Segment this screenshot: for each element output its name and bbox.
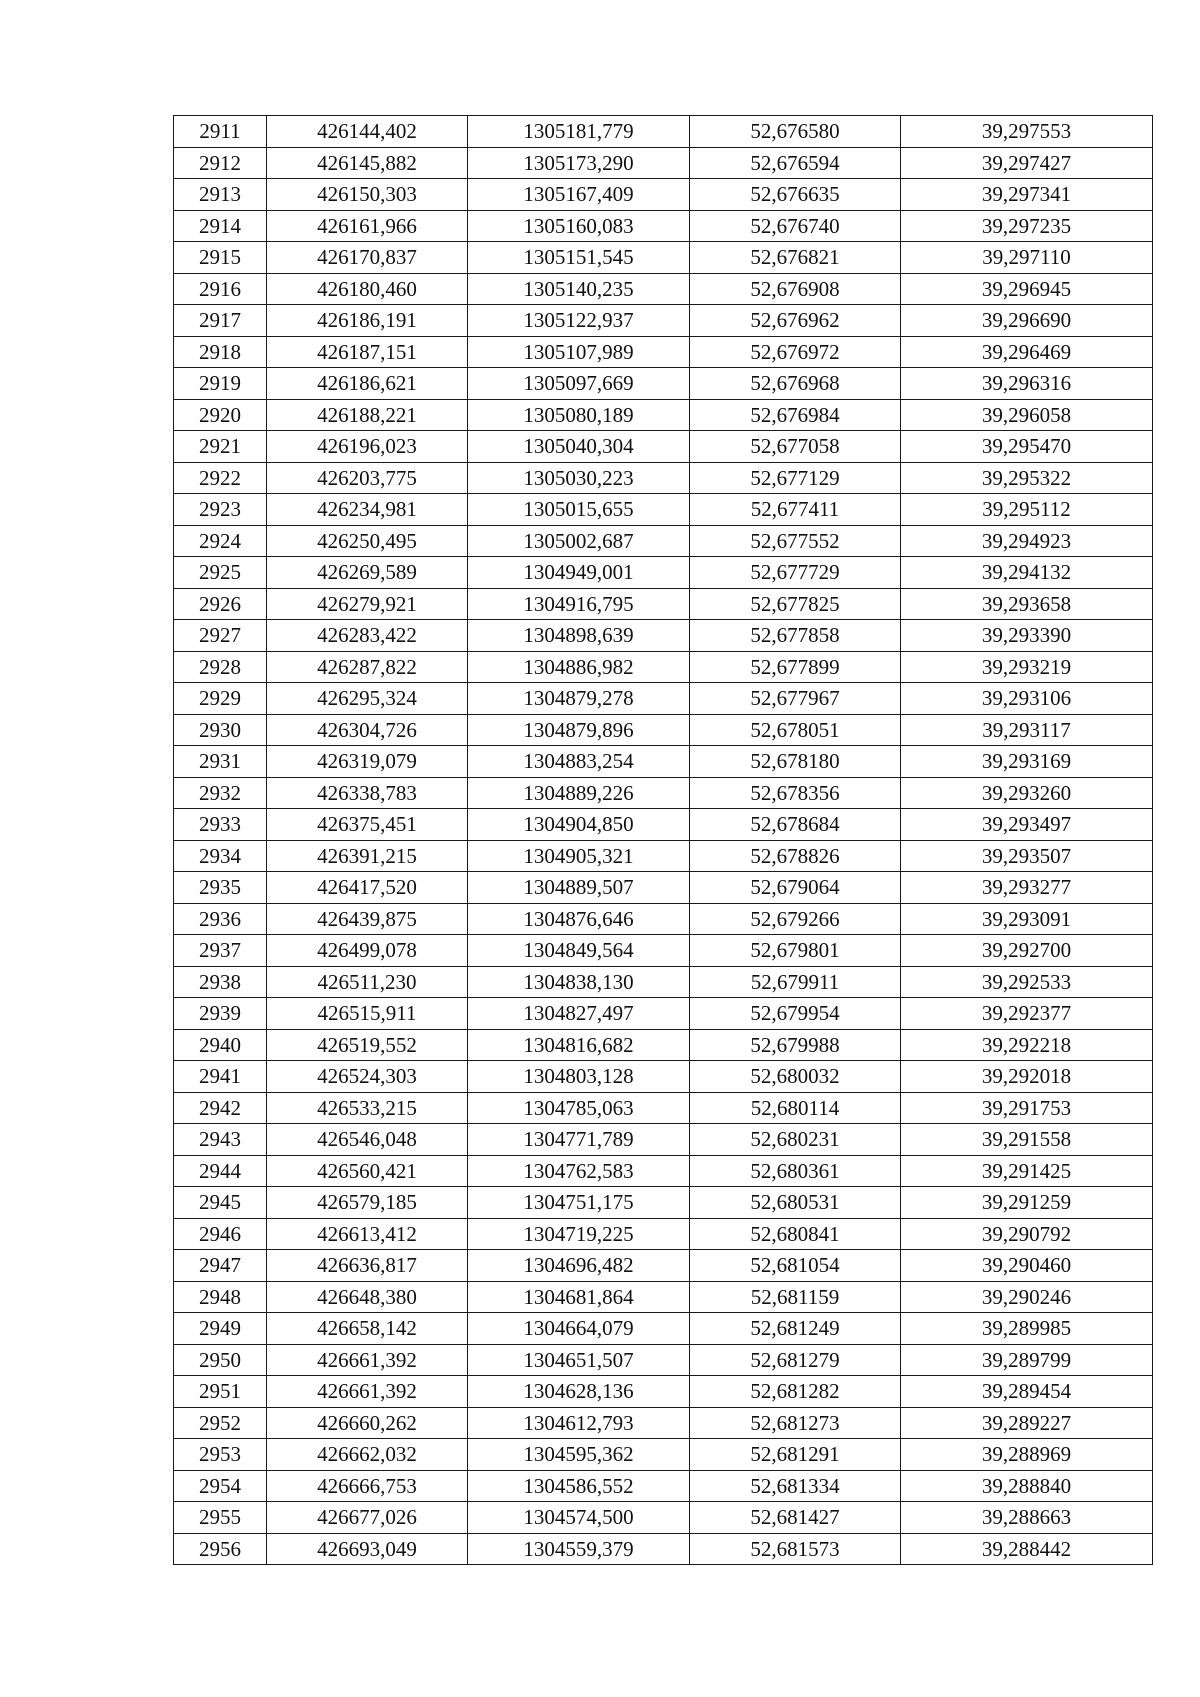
table-row xyxy=(174,1470,1153,1502)
x-coordinate-cell: 426579,185 xyxy=(267,1187,468,1219)
longitude-cell: 39,293390 xyxy=(901,620,1153,652)
point-number-cell: 2913 xyxy=(174,179,267,211)
table-row xyxy=(174,273,1153,305)
point-number-cell: 2916 xyxy=(174,273,267,305)
longitude-cell: 39,294923 xyxy=(901,525,1153,557)
point-number-cell: 2932 xyxy=(174,777,267,809)
point-number-cell: 2919 xyxy=(174,368,267,400)
latitude-cell: 52,677729 xyxy=(690,557,901,589)
point-number-cell: 2920 xyxy=(174,399,267,431)
y-coordinate-cell: 1304904,850 xyxy=(468,809,690,841)
point-number-cell: 2921 xyxy=(174,431,267,463)
point-number-cell: 2945 xyxy=(174,1187,267,1219)
point-number-cell: 2954 xyxy=(174,1470,267,1502)
longitude-cell: 39,297110 xyxy=(901,242,1153,274)
point-number-cell: 2943 xyxy=(174,1124,267,1156)
latitude-cell: 52,679064 xyxy=(690,872,901,904)
latitude-cell: 52,678826 xyxy=(690,840,901,872)
x-coordinate-cell: 426304,726 xyxy=(267,714,468,746)
x-coordinate-cell: 426234,981 xyxy=(267,494,468,526)
latitude-cell: 52,679911 xyxy=(690,966,901,998)
longitude-cell: 39,293507 xyxy=(901,840,1153,872)
y-coordinate-cell: 1305015,655 xyxy=(468,494,690,526)
y-coordinate-cell: 1304719,225 xyxy=(468,1218,690,1250)
latitude-cell: 52,681282 xyxy=(690,1376,901,1408)
y-coordinate-cell: 1304574,500 xyxy=(468,1502,690,1534)
y-coordinate-cell: 1304696,482 xyxy=(468,1250,690,1282)
table-row xyxy=(174,305,1153,337)
table-row xyxy=(174,116,1153,148)
point-number-cell: 2933 xyxy=(174,809,267,841)
x-coordinate-cell: 426375,451 xyxy=(267,809,468,841)
y-coordinate-cell: 1305140,235 xyxy=(468,273,690,305)
longitude-cell: 39,297235 xyxy=(901,210,1153,242)
point-number-cell: 2944 xyxy=(174,1155,267,1187)
point-number-cell: 2935 xyxy=(174,872,267,904)
table-row xyxy=(174,242,1153,274)
longitude-cell: 39,293277 xyxy=(901,872,1153,904)
longitude-cell: 39,290246 xyxy=(901,1281,1153,1313)
latitude-cell: 52,680361 xyxy=(690,1155,901,1187)
y-coordinate-cell: 1305040,304 xyxy=(468,431,690,463)
point-number-cell: 2923 xyxy=(174,494,267,526)
longitude-cell: 39,289454 xyxy=(901,1376,1153,1408)
longitude-cell: 39,297553 xyxy=(901,116,1153,148)
y-coordinate-cell: 1304681,864 xyxy=(468,1281,690,1313)
point-number-cell: 2938 xyxy=(174,966,267,998)
point-number-cell: 2951 xyxy=(174,1376,267,1408)
latitude-cell: 52,679988 xyxy=(690,1029,901,1061)
point-number-cell: 2911 xyxy=(174,116,267,148)
point-number-cell: 2927 xyxy=(174,620,267,652)
x-coordinate-cell: 426533,215 xyxy=(267,1092,468,1124)
table-row xyxy=(174,1439,1153,1471)
longitude-cell: 39,288442 xyxy=(901,1533,1153,1565)
x-coordinate-cell: 426161,966 xyxy=(267,210,468,242)
x-coordinate-cell: 426636,817 xyxy=(267,1250,468,1282)
x-coordinate-cell: 426613,412 xyxy=(267,1218,468,1250)
longitude-cell: 39,293169 xyxy=(901,746,1153,778)
latitude-cell: 52,678356 xyxy=(690,777,901,809)
point-number-cell: 2925 xyxy=(174,557,267,589)
x-coordinate-cell: 426150,303 xyxy=(267,179,468,211)
table-row xyxy=(174,620,1153,652)
point-number-cell: 2930 xyxy=(174,714,267,746)
y-coordinate-cell: 1304889,226 xyxy=(468,777,690,809)
point-number-cell: 2917 xyxy=(174,305,267,337)
x-coordinate-cell: 426648,380 xyxy=(267,1281,468,1313)
x-coordinate-cell: 426519,552 xyxy=(267,1029,468,1061)
x-coordinate-cell: 426188,221 xyxy=(267,399,468,431)
table-row xyxy=(174,336,1153,368)
y-coordinate-cell: 1305181,779 xyxy=(468,116,690,148)
latitude-cell: 52,679801 xyxy=(690,935,901,967)
latitude-cell: 52,677552 xyxy=(690,525,901,557)
table-row xyxy=(174,714,1153,746)
latitude-cell: 52,677967 xyxy=(690,683,901,715)
table-row xyxy=(174,1187,1153,1219)
longitude-cell: 39,297427 xyxy=(901,147,1153,179)
x-coordinate-cell: 426662,032 xyxy=(267,1439,468,1471)
latitude-cell: 52,676580 xyxy=(690,116,901,148)
point-number-cell: 2937 xyxy=(174,935,267,967)
point-number-cell: 2914 xyxy=(174,210,267,242)
y-coordinate-cell: 1304559,379 xyxy=(468,1533,690,1565)
point-number-cell: 2936 xyxy=(174,903,267,935)
y-coordinate-cell: 1305122,937 xyxy=(468,305,690,337)
table-row xyxy=(174,1281,1153,1313)
x-coordinate-cell: 426338,783 xyxy=(267,777,468,809)
y-coordinate-cell: 1305167,409 xyxy=(468,179,690,211)
x-coordinate-cell: 426196,023 xyxy=(267,431,468,463)
y-coordinate-cell: 1304883,254 xyxy=(468,746,690,778)
table-row xyxy=(174,179,1153,211)
longitude-cell: 39,289799 xyxy=(901,1344,1153,1376)
longitude-cell: 39,293658 xyxy=(901,588,1153,620)
latitude-cell: 52,676740 xyxy=(690,210,901,242)
latitude-cell: 52,681273 xyxy=(690,1407,901,1439)
longitude-cell: 39,295112 xyxy=(901,494,1153,526)
y-coordinate-cell: 1304612,793 xyxy=(468,1407,690,1439)
latitude-cell: 52,681291 xyxy=(690,1439,901,1471)
latitude-cell: 52,681334 xyxy=(690,1470,901,1502)
y-coordinate-cell: 1304651,507 xyxy=(468,1344,690,1376)
x-coordinate-cell: 426319,079 xyxy=(267,746,468,778)
x-coordinate-cell: 426658,142 xyxy=(267,1313,468,1345)
y-coordinate-cell: 1305173,290 xyxy=(468,147,690,179)
y-coordinate-cell: 1304905,321 xyxy=(468,840,690,872)
latitude-cell: 52,681573 xyxy=(690,1533,901,1565)
latitude-cell: 52,681279 xyxy=(690,1344,901,1376)
coordinates-table xyxy=(173,115,1153,1565)
latitude-cell: 52,676821 xyxy=(690,242,901,274)
point-number-cell: 2941 xyxy=(174,1061,267,1093)
table-row xyxy=(174,431,1153,463)
table-row xyxy=(174,1124,1153,1156)
latitude-cell: 52,676984 xyxy=(690,399,901,431)
latitude-cell: 52,677858 xyxy=(690,620,901,652)
table-row xyxy=(174,525,1153,557)
table-row xyxy=(174,1218,1153,1250)
point-number-cell: 2940 xyxy=(174,1029,267,1061)
longitude-cell: 39,293091 xyxy=(901,903,1153,935)
point-number-cell: 2942 xyxy=(174,1092,267,1124)
table-row xyxy=(174,683,1153,715)
y-coordinate-cell: 1305030,223 xyxy=(468,462,690,494)
latitude-cell: 52,677825 xyxy=(690,588,901,620)
table-row xyxy=(174,746,1153,778)
x-coordinate-cell: 426439,875 xyxy=(267,903,468,935)
x-coordinate-cell: 426283,422 xyxy=(267,620,468,652)
table-row xyxy=(174,1155,1153,1187)
longitude-cell: 39,292377 xyxy=(901,998,1153,1030)
y-coordinate-cell: 1304785,063 xyxy=(468,1092,690,1124)
longitude-cell: 39,288840 xyxy=(901,1470,1153,1502)
table-row xyxy=(174,998,1153,1030)
x-coordinate-cell: 426279,921 xyxy=(267,588,468,620)
latitude-cell: 52,680114 xyxy=(690,1092,901,1124)
point-number-cell: 2955 xyxy=(174,1502,267,1534)
latitude-cell: 52,676962 xyxy=(690,305,901,337)
x-coordinate-cell: 426180,460 xyxy=(267,273,468,305)
latitude-cell: 52,680231 xyxy=(690,1124,901,1156)
latitude-cell: 52,677899 xyxy=(690,651,901,683)
table-row xyxy=(174,935,1153,967)
coordinates-table-body xyxy=(174,116,1153,1565)
x-coordinate-cell: 426391,215 xyxy=(267,840,468,872)
table-row xyxy=(174,147,1153,179)
point-number-cell: 2949 xyxy=(174,1313,267,1345)
point-number-cell: 2929 xyxy=(174,683,267,715)
longitude-cell: 39,288969 xyxy=(901,1439,1153,1471)
latitude-cell: 52,681249 xyxy=(690,1313,901,1345)
longitude-cell: 39,296316 xyxy=(901,368,1153,400)
point-number-cell: 2934 xyxy=(174,840,267,872)
latitude-cell: 52,676968 xyxy=(690,368,901,400)
longitude-cell: 39,293497 xyxy=(901,809,1153,841)
point-number-cell: 2956 xyxy=(174,1533,267,1565)
y-coordinate-cell: 1305002,687 xyxy=(468,525,690,557)
longitude-cell: 39,296058 xyxy=(901,399,1153,431)
table-row xyxy=(174,872,1153,904)
latitude-cell: 52,678051 xyxy=(690,714,901,746)
longitude-cell: 39,295322 xyxy=(901,462,1153,494)
y-coordinate-cell: 1304771,789 xyxy=(468,1124,690,1156)
y-coordinate-cell: 1304816,682 xyxy=(468,1029,690,1061)
table-row xyxy=(174,1344,1153,1376)
y-coordinate-cell: 1304586,552 xyxy=(468,1470,690,1502)
x-coordinate-cell: 426666,753 xyxy=(267,1470,468,1502)
table-row xyxy=(174,1313,1153,1345)
point-number-cell: 2926 xyxy=(174,588,267,620)
latitude-cell: 52,679954 xyxy=(690,998,901,1030)
longitude-cell: 39,292218 xyxy=(901,1029,1153,1061)
longitude-cell: 39,292700 xyxy=(901,935,1153,967)
longitude-cell: 39,288663 xyxy=(901,1502,1153,1534)
table-row xyxy=(174,588,1153,620)
x-coordinate-cell: 426524,303 xyxy=(267,1061,468,1093)
longitude-cell: 39,292533 xyxy=(901,966,1153,998)
y-coordinate-cell: 1304889,507 xyxy=(468,872,690,904)
x-coordinate-cell: 426417,520 xyxy=(267,872,468,904)
y-coordinate-cell: 1304949,001 xyxy=(468,557,690,589)
longitude-cell: 39,291753 xyxy=(901,1092,1153,1124)
latitude-cell: 52,680032 xyxy=(690,1061,901,1093)
x-coordinate-cell: 426186,621 xyxy=(267,368,468,400)
x-coordinate-cell: 426693,049 xyxy=(267,1533,468,1565)
x-coordinate-cell: 426661,392 xyxy=(267,1376,468,1408)
table-row xyxy=(174,1250,1153,1282)
longitude-cell: 39,296469 xyxy=(901,336,1153,368)
y-coordinate-cell: 1304879,278 xyxy=(468,683,690,715)
table-row xyxy=(174,651,1153,683)
latitude-cell: 52,681159 xyxy=(690,1281,901,1313)
y-coordinate-cell: 1305097,669 xyxy=(468,368,690,400)
longitude-cell: 39,291558 xyxy=(901,1124,1153,1156)
latitude-cell: 52,676594 xyxy=(690,147,901,179)
y-coordinate-cell: 1304628,136 xyxy=(468,1376,690,1408)
table-row xyxy=(174,903,1153,935)
table-row xyxy=(174,494,1153,526)
longitude-cell: 39,289985 xyxy=(901,1313,1153,1345)
y-coordinate-cell: 1304876,646 xyxy=(468,903,690,935)
table-row xyxy=(174,840,1153,872)
y-coordinate-cell: 1304762,583 xyxy=(468,1155,690,1187)
table-row xyxy=(174,462,1153,494)
latitude-cell: 52,677129 xyxy=(690,462,901,494)
longitude-cell: 39,291259 xyxy=(901,1187,1153,1219)
y-coordinate-cell: 1304849,564 xyxy=(468,935,690,967)
point-number-cell: 2946 xyxy=(174,1218,267,1250)
y-coordinate-cell: 1305160,083 xyxy=(468,210,690,242)
y-coordinate-cell: 1304916,795 xyxy=(468,588,690,620)
x-coordinate-cell: 426144,402 xyxy=(267,116,468,148)
x-coordinate-cell: 426660,262 xyxy=(267,1407,468,1439)
longitude-cell: 39,291425 xyxy=(901,1155,1153,1187)
longitude-cell: 39,292018 xyxy=(901,1061,1153,1093)
point-number-cell: 2928 xyxy=(174,651,267,683)
x-coordinate-cell: 426250,495 xyxy=(267,525,468,557)
x-coordinate-cell: 426187,151 xyxy=(267,336,468,368)
table-row xyxy=(174,210,1153,242)
y-coordinate-cell: 1305151,545 xyxy=(468,242,690,274)
x-coordinate-cell: 426186,191 xyxy=(267,305,468,337)
point-number-cell: 2915 xyxy=(174,242,267,274)
x-coordinate-cell: 426515,911 xyxy=(267,998,468,1030)
y-coordinate-cell: 1304898,639 xyxy=(468,620,690,652)
x-coordinate-cell: 426511,230 xyxy=(267,966,468,998)
point-number-cell: 2947 xyxy=(174,1250,267,1282)
x-coordinate-cell: 426287,822 xyxy=(267,651,468,683)
latitude-cell: 52,676908 xyxy=(690,273,901,305)
point-number-cell: 2918 xyxy=(174,336,267,368)
table-row xyxy=(174,399,1153,431)
longitude-cell: 39,290460 xyxy=(901,1250,1153,1282)
y-coordinate-cell: 1304664,079 xyxy=(468,1313,690,1345)
table-row xyxy=(174,368,1153,400)
point-number-cell: 2931 xyxy=(174,746,267,778)
latitude-cell: 52,678684 xyxy=(690,809,901,841)
latitude-cell: 52,677058 xyxy=(690,431,901,463)
table-row xyxy=(174,1061,1153,1093)
table-row xyxy=(174,1029,1153,1061)
table-row xyxy=(174,557,1153,589)
x-coordinate-cell: 426677,026 xyxy=(267,1502,468,1534)
y-coordinate-cell: 1304838,130 xyxy=(468,966,690,998)
y-coordinate-cell: 1304879,896 xyxy=(468,714,690,746)
x-coordinate-cell: 426170,837 xyxy=(267,242,468,274)
table-row xyxy=(174,1533,1153,1565)
table-row xyxy=(174,1092,1153,1124)
x-coordinate-cell: 426269,589 xyxy=(267,557,468,589)
x-coordinate-cell: 426661,392 xyxy=(267,1344,468,1376)
latitude-cell: 52,678180 xyxy=(690,746,901,778)
longitude-cell: 39,293106 xyxy=(901,683,1153,715)
longitude-cell: 39,293219 xyxy=(901,651,1153,683)
point-number-cell: 2950 xyxy=(174,1344,267,1376)
y-coordinate-cell: 1304827,497 xyxy=(468,998,690,1030)
y-coordinate-cell: 1304595,362 xyxy=(468,1439,690,1471)
point-number-cell: 2924 xyxy=(174,525,267,557)
point-number-cell: 2939 xyxy=(174,998,267,1030)
longitude-cell: 39,290792 xyxy=(901,1218,1153,1250)
latitude-cell: 52,680531 xyxy=(690,1187,901,1219)
y-coordinate-cell: 1304751,175 xyxy=(468,1187,690,1219)
point-number-cell: 2922 xyxy=(174,462,267,494)
point-number-cell: 2948 xyxy=(174,1281,267,1313)
longitude-cell: 39,293117 xyxy=(901,714,1153,746)
y-coordinate-cell: 1305107,989 xyxy=(468,336,690,368)
table-row xyxy=(174,1502,1153,1534)
latitude-cell: 52,677411 xyxy=(690,494,901,526)
table-row xyxy=(174,1376,1153,1408)
x-coordinate-cell: 426560,421 xyxy=(267,1155,468,1187)
longitude-cell: 39,297341 xyxy=(901,179,1153,211)
latitude-cell: 52,676972 xyxy=(690,336,901,368)
x-coordinate-cell: 426145,882 xyxy=(267,147,468,179)
y-coordinate-cell: 1305080,189 xyxy=(468,399,690,431)
y-coordinate-cell: 1304803,128 xyxy=(468,1061,690,1093)
longitude-cell: 39,296945 xyxy=(901,273,1153,305)
longitude-cell: 39,295470 xyxy=(901,431,1153,463)
latitude-cell: 52,676635 xyxy=(690,179,901,211)
longitude-cell: 39,296690 xyxy=(901,305,1153,337)
table-row xyxy=(174,966,1153,998)
longitude-cell: 39,294132 xyxy=(901,557,1153,589)
table-row xyxy=(174,1407,1153,1439)
point-number-cell: 2912 xyxy=(174,147,267,179)
point-number-cell: 2953 xyxy=(174,1439,267,1471)
x-coordinate-cell: 426499,078 xyxy=(267,935,468,967)
latitude-cell: 52,681054 xyxy=(690,1250,901,1282)
latitude-cell: 52,679266 xyxy=(690,903,901,935)
longitude-cell: 39,289227 xyxy=(901,1407,1153,1439)
x-coordinate-cell: 426203,775 xyxy=(267,462,468,494)
table-row xyxy=(174,777,1153,809)
y-coordinate-cell: 1304886,982 xyxy=(468,651,690,683)
point-number-cell: 2952 xyxy=(174,1407,267,1439)
table-row xyxy=(174,809,1153,841)
latitude-cell: 52,681427 xyxy=(690,1502,901,1534)
x-coordinate-cell: 426546,048 xyxy=(267,1124,468,1156)
latitude-cell: 52,680841 xyxy=(690,1218,901,1250)
longitude-cell: 39,293260 xyxy=(901,777,1153,809)
x-coordinate-cell: 426295,324 xyxy=(267,683,468,715)
